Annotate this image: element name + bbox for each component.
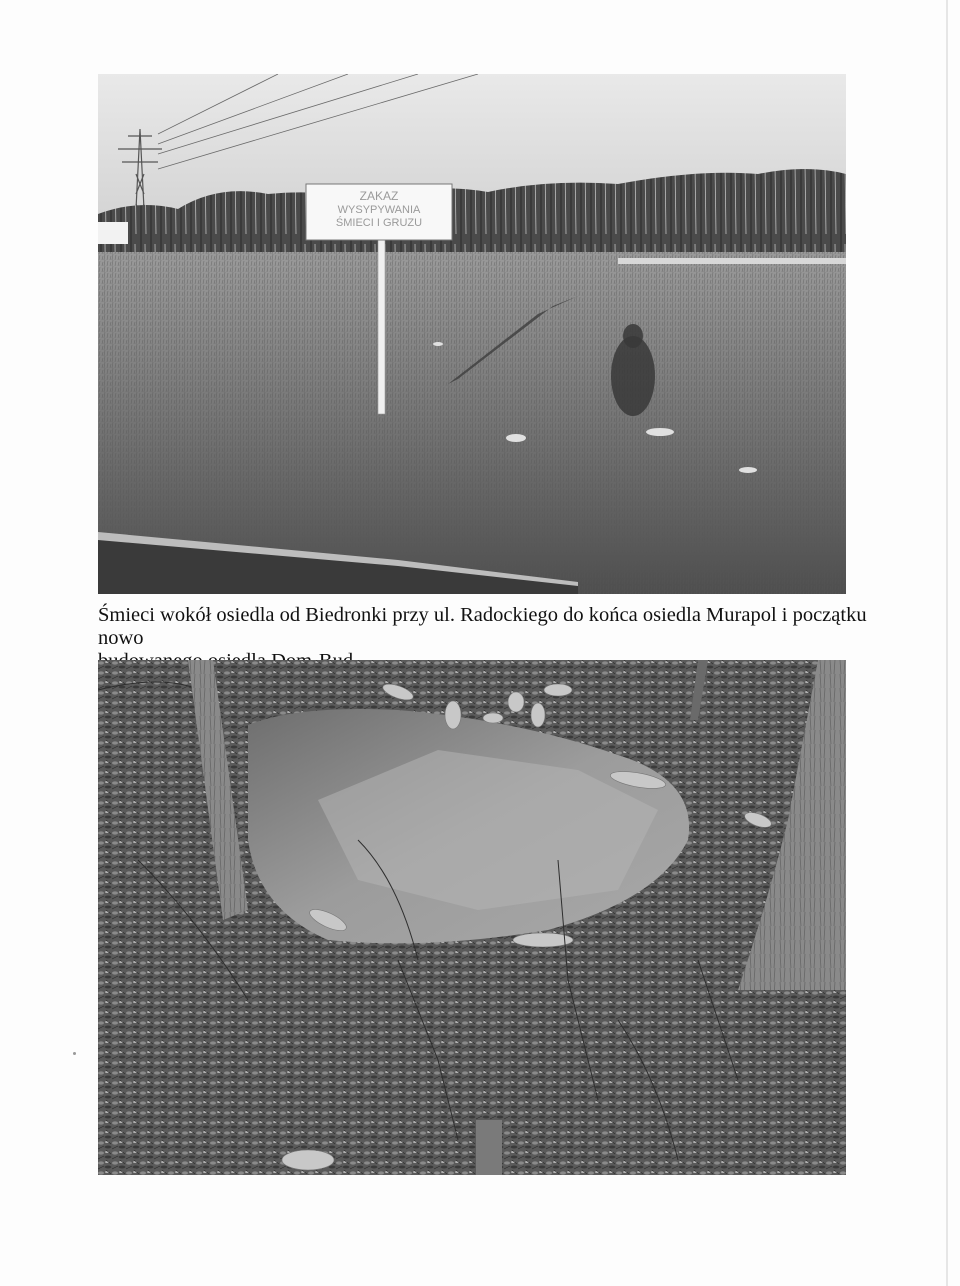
sign-line-2: WYSYPYWANIA — [337, 204, 421, 216]
far-curb — [618, 258, 846, 264]
building — [98, 222, 128, 244]
stump — [476, 1120, 502, 1175]
scan-speck — [73, 1052, 76, 1055]
sign-line-1: ZAKAZ — [359, 189, 399, 203]
photo-field-with-sign — [98, 74, 846, 594]
photo-field-image — [98, 74, 846, 594]
scan-edge — [946, 0, 948, 1286]
photo-puddle-image — [98, 660, 846, 1175]
sign-line-3: ŚMIECI I GRUZU — [335, 217, 423, 229]
sign-post — [378, 239, 385, 414]
caption-line-1: Śmieci wokół osiedla od Biedronki przy ul. Radockiego do końca osiedla Murapol i początku nowo — [98, 604, 867, 649]
photo-puddle-with-trash — [98, 660, 846, 1175]
